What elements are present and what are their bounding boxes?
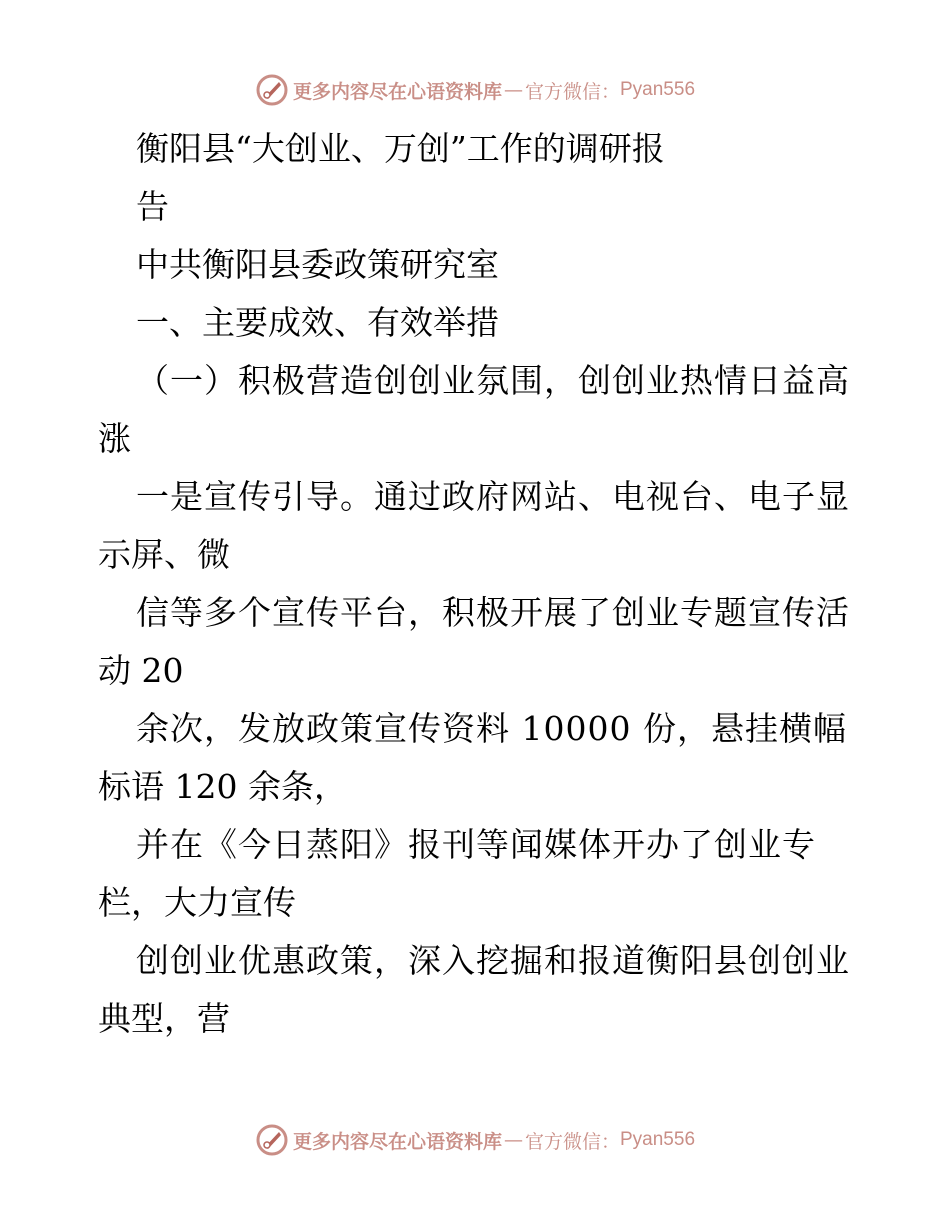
banner-dash: — xyxy=(503,1129,523,1151)
doc-line: 一是宣传引导。通过政府网站、电视台、电子显 xyxy=(136,477,850,516)
banner-wechat-label: 官方微信： xyxy=(524,80,620,103)
doc-line: 余次，发放政策宣传资料 10000 份，悬挂横幅 xyxy=(136,709,847,748)
doc-line: 动 20 xyxy=(98,651,184,690)
doc-line: 创创业优惠政策，深入挖掘和报道衡阳县创创业 xyxy=(136,941,850,980)
banner-wechat-label: 官方微信： xyxy=(524,1130,620,1153)
doc-line: 信等多个宣传平台，积极开展了创业专题宣传活 xyxy=(136,593,850,632)
doc-line: 并在《今日蒸阳》报刊等闻媒体开办了创业专 xyxy=(136,825,816,864)
doc-section-heading: 一、主要成效、有效举措 xyxy=(136,303,499,342)
document-body xyxy=(98,120,858,1048)
doc-line: 涨 xyxy=(98,419,131,458)
banner-wechat-id: Pyan556 xyxy=(620,1129,696,1150)
quill-circle-logo-icon xyxy=(255,1123,289,1157)
banner-wechat-id: Pyan556 xyxy=(620,79,696,100)
quill-circle-logo-icon xyxy=(255,73,289,107)
banner-site-text: 更多内容尽在心语资料库 xyxy=(292,80,502,103)
banner-site-text: 更多内容尽在心语资料库 xyxy=(292,1130,502,1153)
doc-line: 典型，营 xyxy=(98,999,230,1038)
doc-title-line-1: 衡阳县“大创业、万创”工作的调研报 xyxy=(136,129,665,168)
footer-watermark-banner xyxy=(0,1120,950,1160)
doc-subsection-heading: （一）积极营造创创业氛围，创创业热情日益高 xyxy=(136,361,850,400)
banner-dash: — xyxy=(503,79,523,101)
doc-author: 中共衡阳县委政策研究室 xyxy=(136,245,499,284)
doc-line: 栏，大力宣传 xyxy=(98,883,296,922)
header-watermark-banner xyxy=(0,70,950,110)
doc-line: 标语 120 余条， xyxy=(98,767,347,806)
doc-line: 示屏、微 xyxy=(98,535,230,574)
doc-title-line-2: 告 xyxy=(136,187,169,226)
